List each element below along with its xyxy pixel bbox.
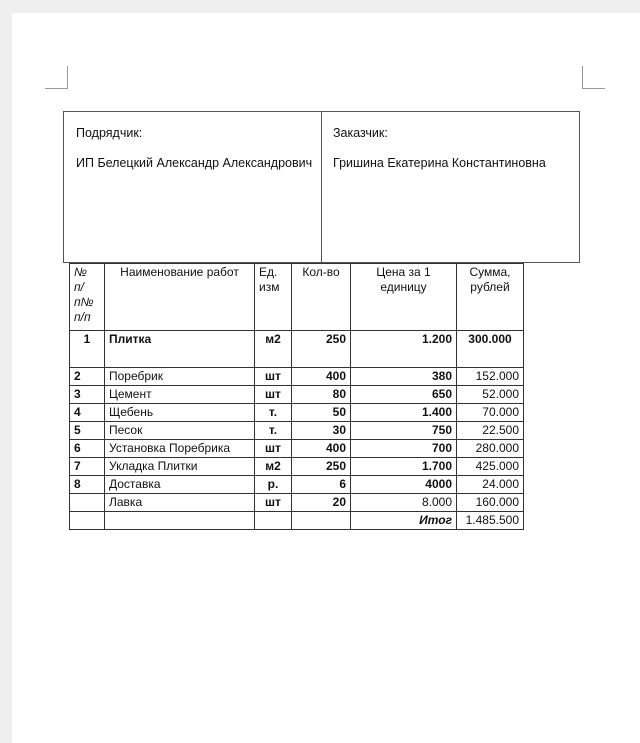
cell-sum: 22.500 <box>457 422 524 440</box>
cell-price: 700 <box>351 440 457 458</box>
customer-name: Гришина Екатерина Константиновна <box>333 156 546 170</box>
header-sum: Сумма, рублей <box>457 264 524 331</box>
cell-no: 6 <box>70 440 105 458</box>
table-row <box>70 404 524 422</box>
cell-price: 8.000 <box>351 494 457 512</box>
cell-qty: 80 <box>292 386 351 404</box>
cell-qty: 250 <box>292 458 351 476</box>
cell-price: 380 <box>351 368 457 386</box>
cell-unit: шт <box>255 386 292 404</box>
cell-empty <box>70 512 105 530</box>
header-no: № п/ п№ п/п <box>70 264 105 331</box>
table-row <box>70 386 524 404</box>
customer-label: Заказчик: <box>333 126 388 140</box>
cell-name: Укладка Плитки <box>105 458 255 476</box>
cell-no: 2 <box>70 368 105 386</box>
cell-sum: 152.000 <box>457 368 524 386</box>
cell-no: 3 <box>70 386 105 404</box>
cell-no: 1 <box>70 331 105 368</box>
header-name: Наименование работ <box>105 264 255 331</box>
cell-qty: 250 <box>292 331 351 368</box>
total-row <box>70 512 524 530</box>
cell-price: 4000 <box>351 476 457 494</box>
cell-unit: р. <box>255 476 292 494</box>
cell-name: Цемент <box>105 386 255 404</box>
total-label: Итог <box>351 512 457 530</box>
table-row <box>70 476 524 494</box>
cell-sum: 300.000 <box>457 331 524 368</box>
cell-price: 650 <box>351 386 457 404</box>
table-row <box>70 494 524 512</box>
table-row <box>70 440 524 458</box>
cell-no: 7 <box>70 458 105 476</box>
cell-name: Поребрик <box>105 368 255 386</box>
cell-sum: 52.000 <box>457 386 524 404</box>
cell-sum: 280.000 <box>457 440 524 458</box>
cell-qty: 20 <box>292 494 351 512</box>
cell-empty <box>292 512 351 530</box>
header-qty: Кол-во <box>292 264 351 331</box>
cell-sum: 160.000 <box>457 494 524 512</box>
cell-no <box>70 494 105 512</box>
header-unit: Ед. изм <box>255 264 292 331</box>
cell-unit: т. <box>255 404 292 422</box>
cell-name: Щебень <box>105 404 255 422</box>
total-value: 1.485.500 <box>457 512 524 530</box>
cell-sum: 425.000 <box>457 458 524 476</box>
cell-unit: м2 <box>255 458 292 476</box>
cell-unit: шт <box>255 368 292 386</box>
table-header-row <box>70 264 524 331</box>
cell-unit: т. <box>255 422 292 440</box>
document-page <box>12 13 640 743</box>
cell-qty: 400 <box>292 368 351 386</box>
header-price: Цена за 1 единицу <box>351 264 457 331</box>
cell-price: 1.200 <box>351 331 457 368</box>
margin-corner-mark <box>45 66 68 89</box>
cell-name: Установка Поребрика <box>105 440 255 458</box>
cell-name: Лавка <box>105 494 255 512</box>
cell-price: 1.400 <box>351 404 457 422</box>
table-row <box>70 368 524 386</box>
contractor-cell <box>64 112 322 262</box>
customer-cell <box>322 112 579 262</box>
cell-name: Песок <box>105 422 255 440</box>
contractor-label: Подрядчик: <box>76 126 143 140</box>
parties-box <box>63 111 580 263</box>
works-table <box>69 263 524 530</box>
cell-no: 4 <box>70 404 105 422</box>
cell-empty <box>105 512 255 530</box>
table-row <box>70 458 524 476</box>
cell-qty: 400 <box>292 440 351 458</box>
cell-unit: м2 <box>255 331 292 368</box>
cell-name: Доставка <box>105 476 255 494</box>
cell-sum: 70.000 <box>457 404 524 422</box>
cell-name: Плитка <box>105 331 255 368</box>
cell-qty: 6 <box>292 476 351 494</box>
margin-corner-mark <box>582 66 605 89</box>
table-row <box>70 422 524 440</box>
table-row <box>70 331 524 368</box>
cell-price: 750 <box>351 422 457 440</box>
cell-unit: шт <box>255 494 292 512</box>
cell-sum: 24.000 <box>457 476 524 494</box>
contractor-name: ИП Белецкий Александр Александрович <box>76 156 313 170</box>
cell-price: 1.700 <box>351 458 457 476</box>
cell-qty: 50 <box>292 404 351 422</box>
cell-no: 5 <box>70 422 105 440</box>
cell-qty: 30 <box>292 422 351 440</box>
cell-empty <box>255 512 292 530</box>
cell-unit: шт <box>255 440 292 458</box>
cell-no: 8 <box>70 476 105 494</box>
